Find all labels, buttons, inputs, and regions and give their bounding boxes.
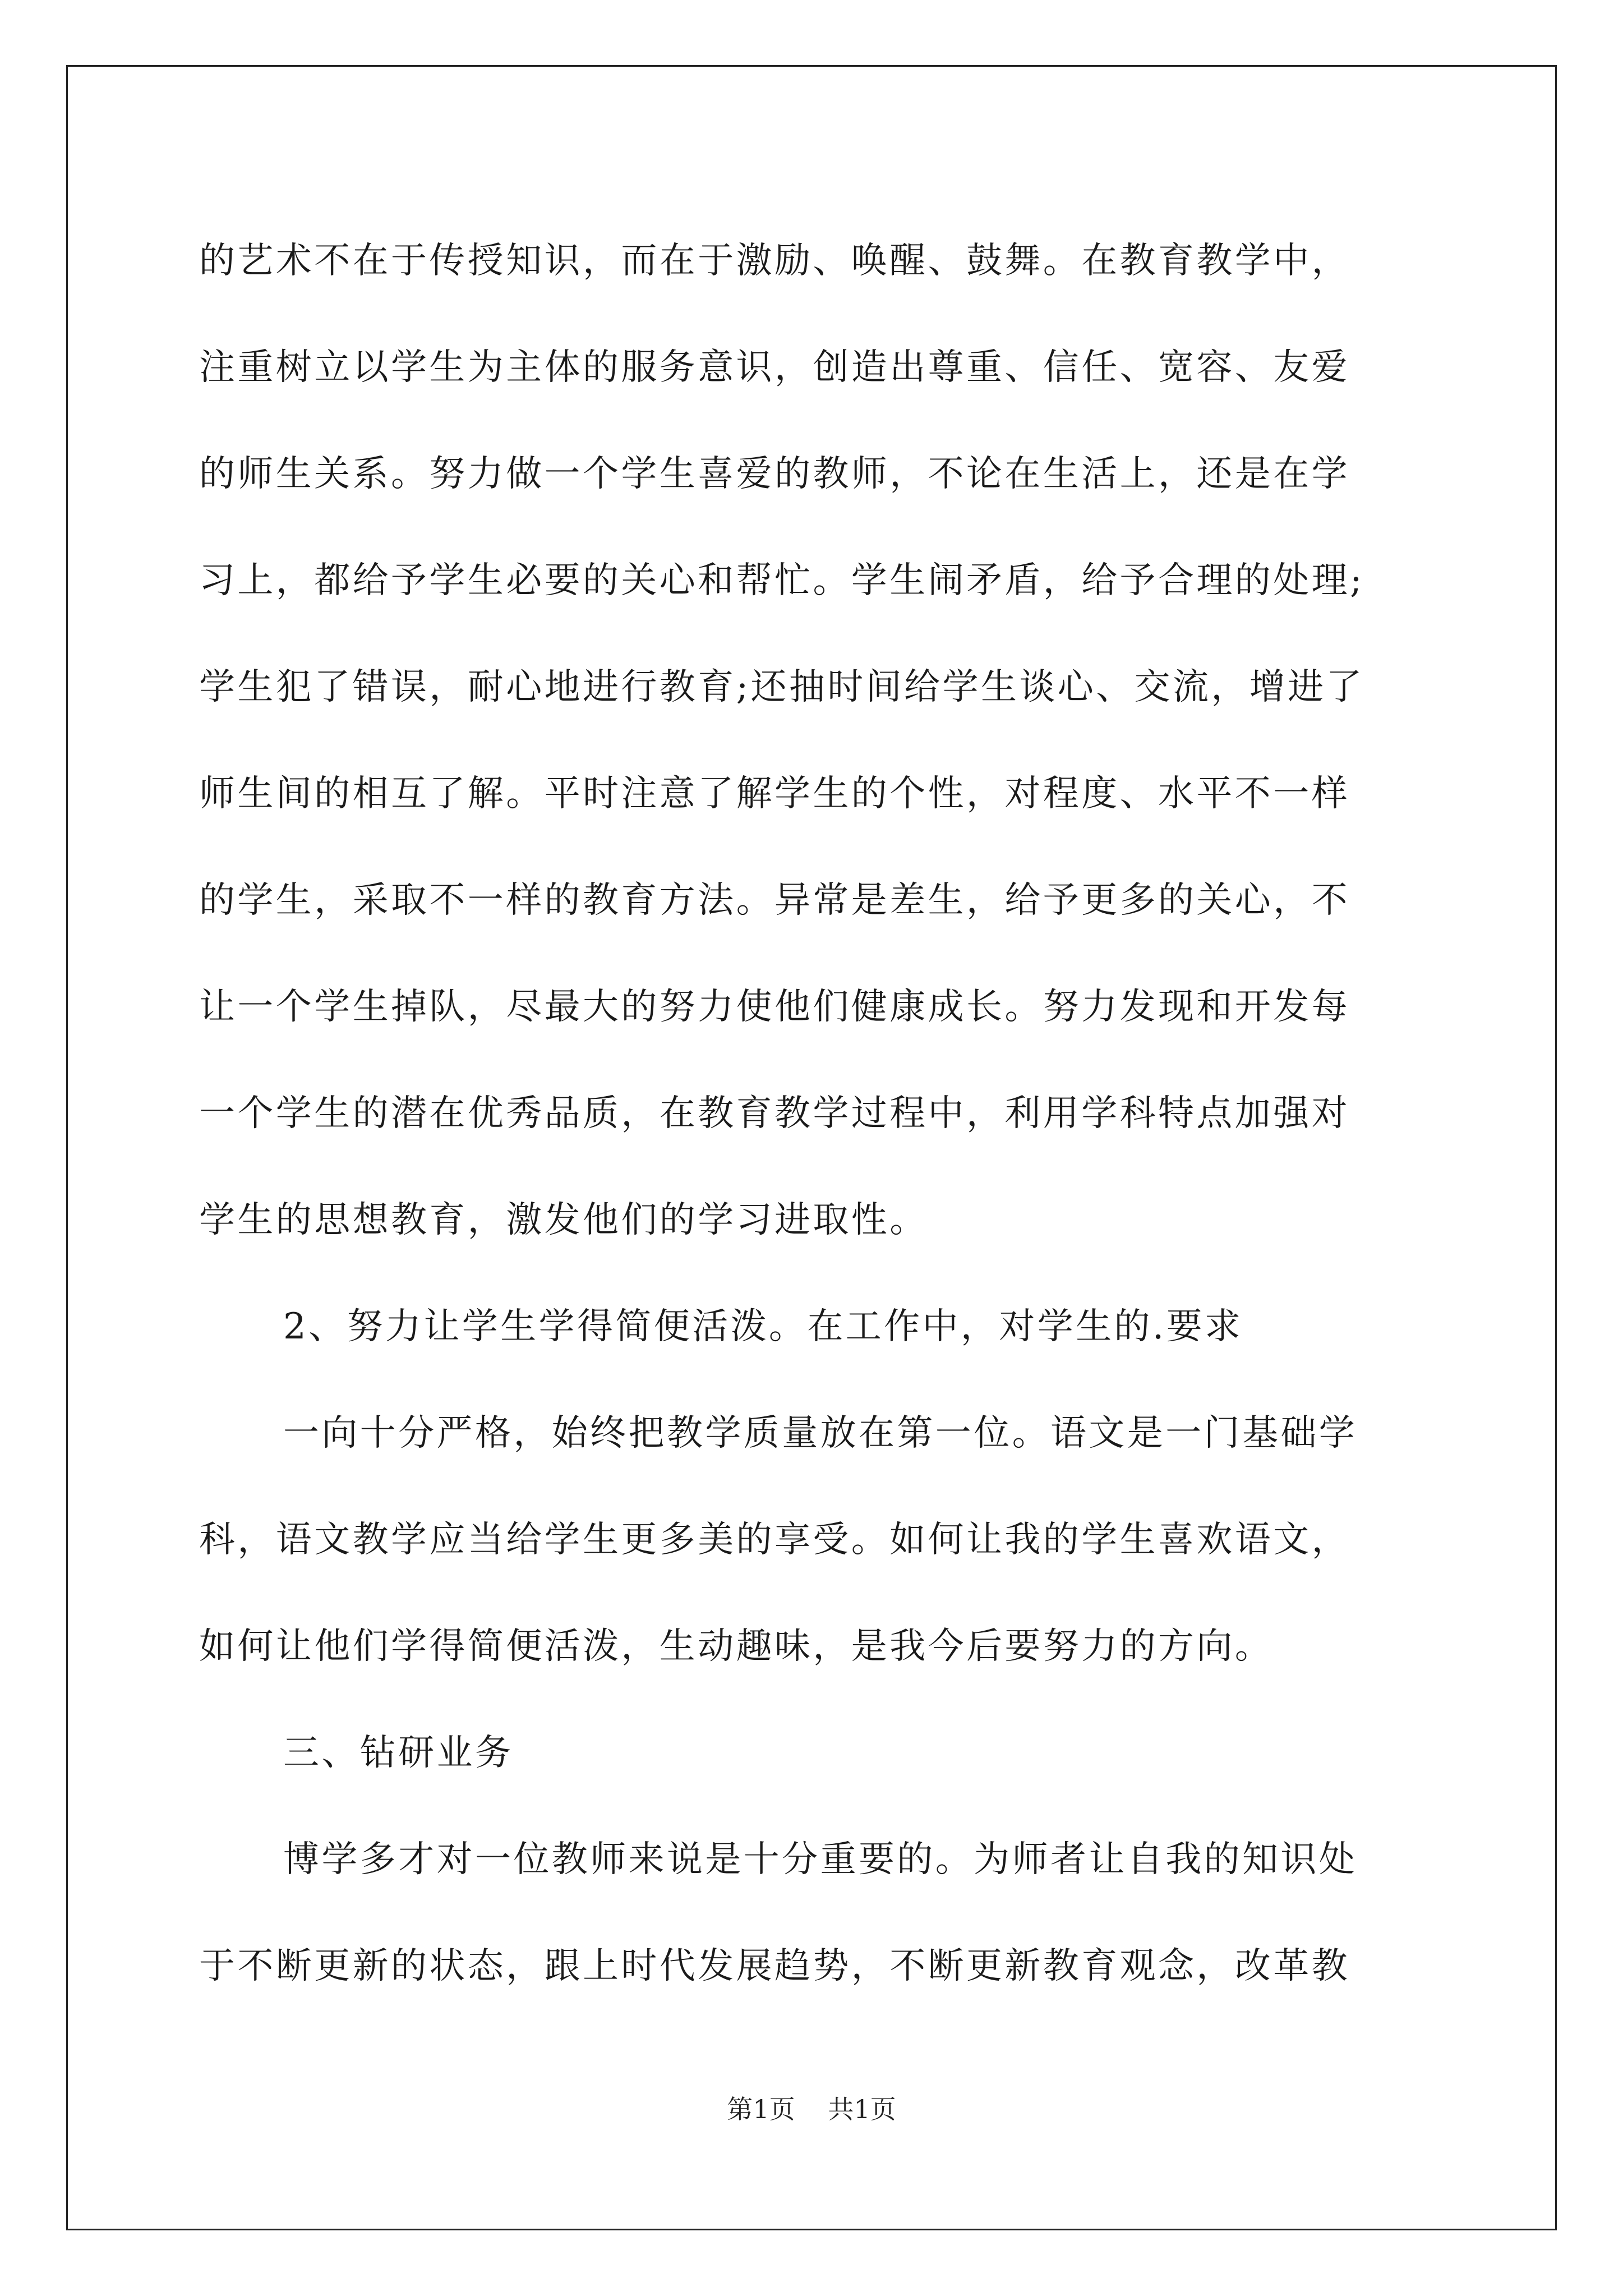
text-line: 于不断更新的状态，跟上时代发展趋势，不断更新教育观念，改革教 — [199, 1945, 1350, 1987]
text-line: 习上，都给予学生必要的关心和帮忙。学生闹矛盾，给予合理的处理; — [199, 560, 1364, 601]
section-heading: 三、钻研业务 — [283, 1732, 514, 1774]
text-line: 科，语文教学应当给学生更多美的享受。如何让我的学生喜欢语文， — [199, 1519, 1350, 1561]
text-line: 师生间的相互了解。平时注意了解学生的个性，对程度、水平不一样 — [199, 773, 1350, 815]
document-body — [199, 208, 1427, 2019]
text-line: 让一个学生掉队，尽最大的努力使他们健康成长。努力发现和开发每 — [199, 986, 1350, 1028]
text-line-indented: 2、努力让学生学得简便活泼。在工作中，对学生的.要求 — [283, 1306, 1243, 1347]
text-line-indented: 博学多才对一位教师来说是十分重要的。为师者让自我的知识处 — [283, 1839, 1358, 1880]
text-line: 的学生，采取不一样的教育方法。异常是差生，给予更多的关心，不 — [199, 880, 1350, 921]
text-line-indented: 一向十分严格，始终把教学质量放在第一位。语文是一门基础学 — [283, 1412, 1358, 1454]
text-line: 学生的思想教育，激发他们的学习进取性。 — [199, 1199, 928, 1241]
text-line: 的师生关系。努力做一个学生喜爱的教师，不论在生活上，还是在学 — [199, 453, 1350, 495]
page-total: 共1页 — [828, 2094, 896, 2124]
text-line: 的艺术不在于传授知识，而在于激励、唤醒、鼓舞。在教育教学中， — [199, 240, 1350, 282]
text-line: 学生犯了错误，耐心地进行教育;还抽时间给学生谈心、交流，增进了 — [199, 666, 1364, 708]
text-line: 注重树立以学生为主体的服务意识，创造出尊重、信任、宽容、友爱 — [199, 347, 1350, 388]
page-number: 第1页 — [727, 2094, 795, 2124]
page-footer — [0, 2092, 1623, 2126]
text-line: 如何让他们学得简便活泼，生动趣味，是我今后要努力的方向。 — [199, 1626, 1274, 1667]
text-line: 一个学生的潜在优秀品质，在教育教学过程中，利用学科特点加强对 — [199, 1093, 1350, 1134]
